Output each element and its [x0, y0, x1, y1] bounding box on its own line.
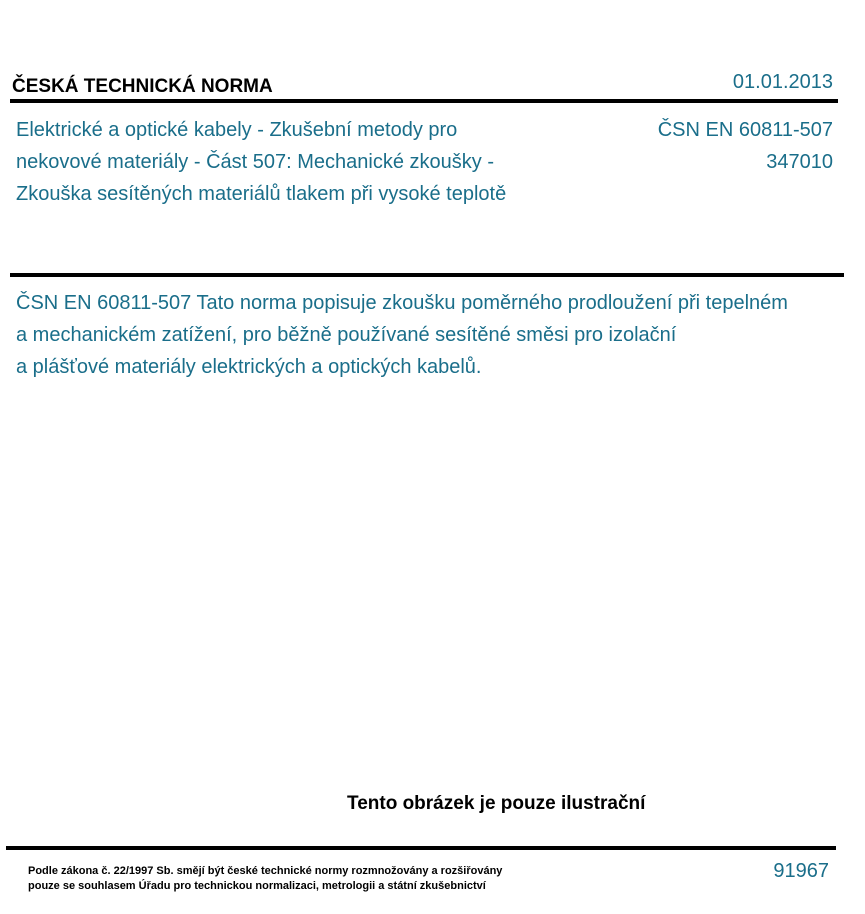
description-line: a mechanickém zatížení, pro běžně používané sesítěné směsi pro izolační: [16, 324, 677, 346]
catalog-number: 91967: [773, 860, 829, 882]
document-title: Elektrické a optické kabely - Zkušební metody pro nekovové materiály - Část 507: Mechanické zkoušky - Zkouška sesítěných materiálů tlakem při vysoké teplotě: [16, 119, 507, 205]
document-description: [16, 287, 856, 383]
standard-code: ČSN EN 60811-507: [657, 119, 833, 141]
bottom-divider: [6, 846, 836, 850]
norm-type-heading: ČESKÁ TECHNICKÁ NORMA: [12, 76, 273, 97]
issue-date: 01.01.2013: [732, 71, 833, 93]
document-identifiers: [658, 114, 833, 178]
description-line: a plášťové materiály elektrických a optických kabelů.: [16, 356, 482, 378]
class-number: 347010: [766, 151, 833, 173]
illustrative-notice: Tento obrázek je pouze ilustrační: [347, 793, 646, 814]
legal-notice: [28, 864, 628, 894]
legal-line: Podle zákona č. 22/1997 Sb. smějí být české technické normy rozmnožovány a rozšiřovány: [28, 865, 503, 877]
middle-divider: [10, 273, 844, 277]
legal-line: pouze se souhlasem Úřadu pro technickou normalizaci, metrologii a státní zkušebnictví: [28, 880, 486, 892]
description-line: ČSN EN 60811-507 Tato norma popisuje zkoušku poměrného prodloužení při tepelném: [16, 292, 788, 314]
top-divider: [10, 99, 838, 103]
